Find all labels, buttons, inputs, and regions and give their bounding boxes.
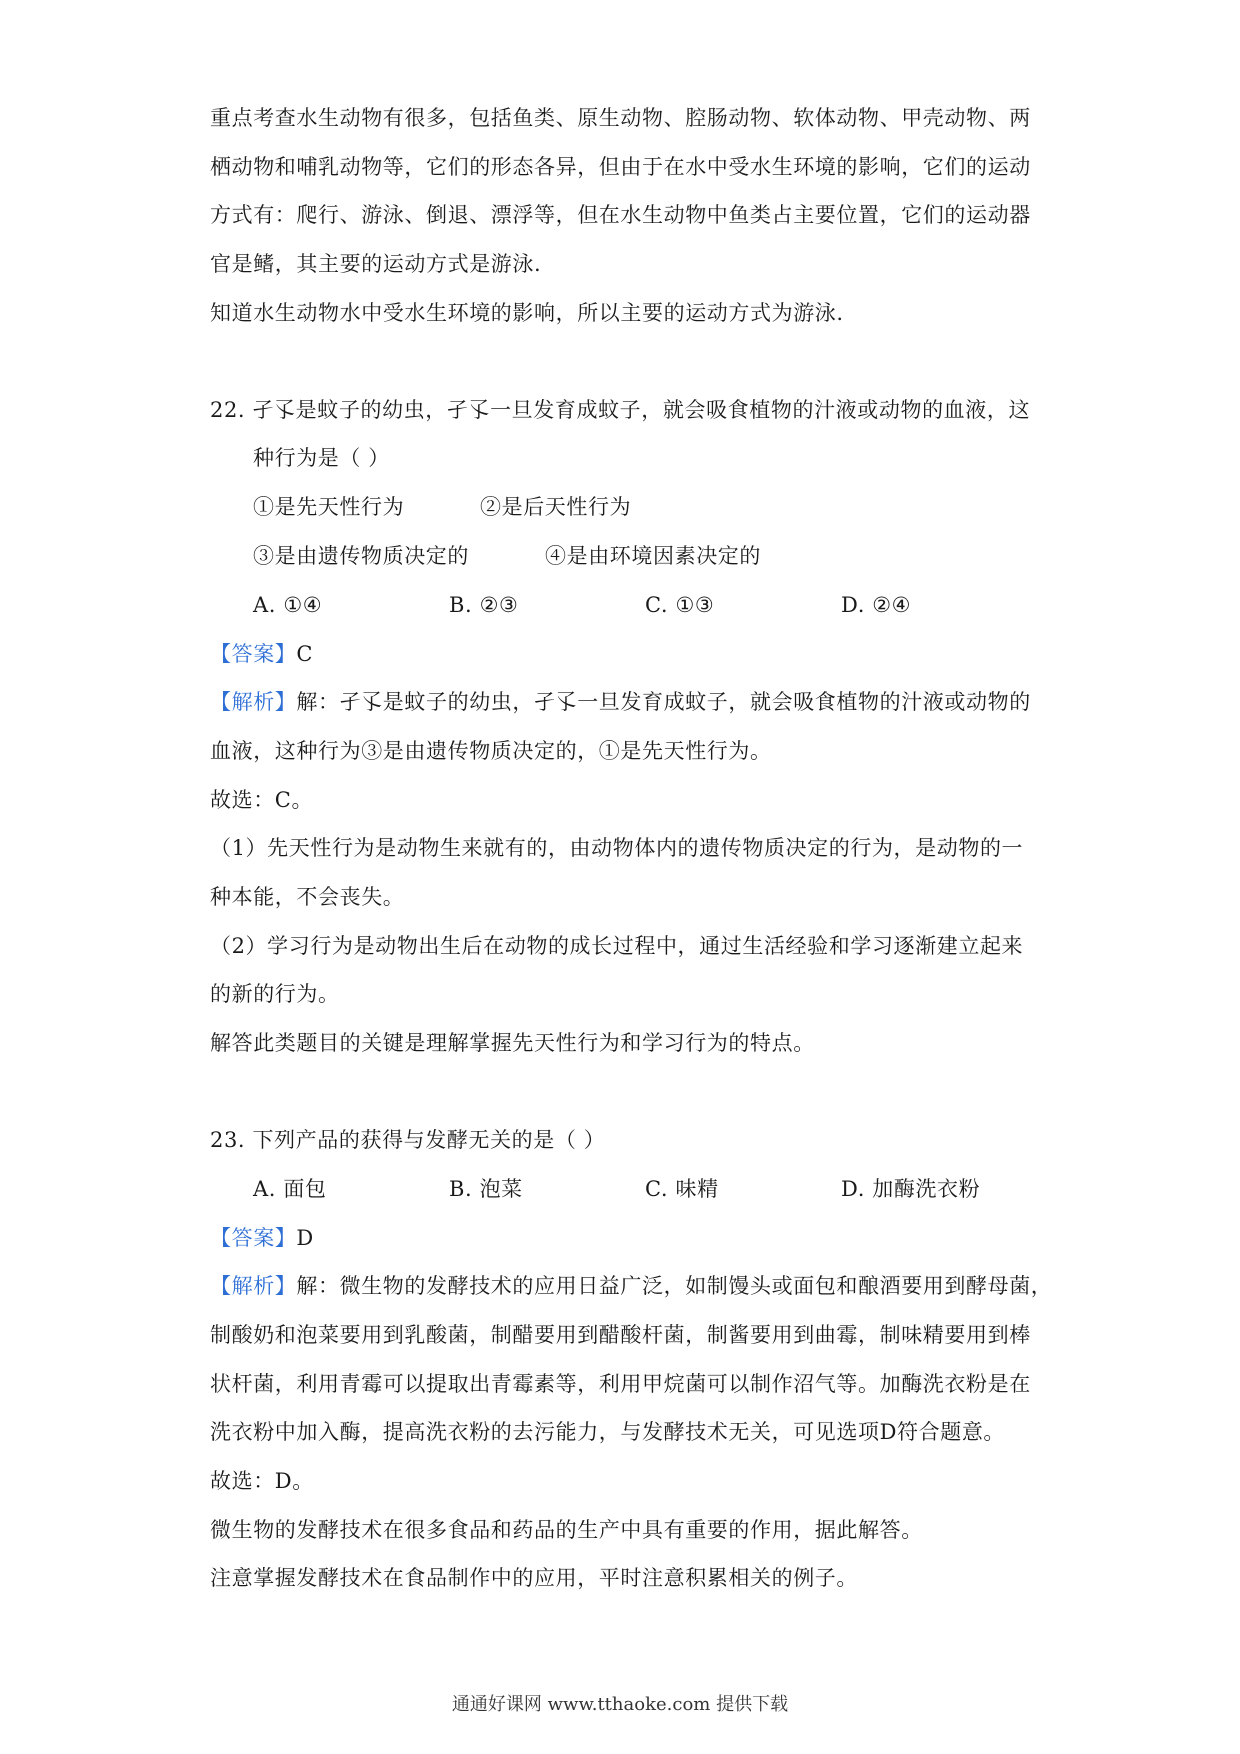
q22-answer xyxy=(210,640,313,668)
q22-point-2b: 的新的行为。 xyxy=(210,982,340,1006)
q23-stem: 23. 下列产品的获得与发酵无关的是（ ） xyxy=(210,1128,606,1152)
q22-option-b: B. ②③ xyxy=(449,593,519,617)
q22-statement-3: ③是由遗传物质决定的 xyxy=(253,544,469,568)
q23-analysis-line-4: 洗衣粉中加入酶，提高洗衣粉的去污能力，与发酵技术无关，可见选项D符合题意。 xyxy=(210,1420,1006,1444)
q22-statement-2: ②是后天性行为 xyxy=(480,495,632,519)
q23-note-1: 微生物的发酵技术在很多食品和药品的生产中具有重要的作用，据此解答。 xyxy=(210,1518,923,1542)
q22-option-c: C. ①③ xyxy=(645,593,715,617)
answer-value: D xyxy=(296,1226,314,1250)
q23-answer xyxy=(210,1224,314,1252)
q23-note-2: 注意掌握发酵技术在食品制作中的应用，平时注意积累相关的例子。 xyxy=(210,1566,858,1590)
q23-analysis-line-2: 制酸奶和泡菜要用到乳酸菌，制醋要用到醋酸杆菌，制酱要用到曲霉，制味精要用到棒 xyxy=(210,1323,1031,1347)
page-footer: 通通好课网 www.tthaoke.com 提供下载 xyxy=(451,1694,789,1715)
q22-key: 解答此类题目的关键是理解掌握先天性行为和学习行为的特点。 xyxy=(210,1031,815,1055)
answer-tag: 【答案】 xyxy=(210,642,297,666)
q23-option-b: B. 泡菜 xyxy=(449,1177,523,1201)
answer-value: C xyxy=(296,642,314,666)
q22-stem-line-1: 22. 孑孓是蚊子的幼虫，孑孓一旦发育成蚊子，就会吸食植物的汁液或动物的血液，这 xyxy=(210,398,1031,422)
q23-option-c: C. 味精 xyxy=(645,1177,719,1201)
q22-analysis-line-1 xyxy=(210,688,1031,716)
answer-tag: 【答案】 xyxy=(210,1226,297,1250)
intro-line-3: 方式有：爬行、游泳、倒退、漂浮等，但在水生动物中鱼类占主要位置，它们的运动器 xyxy=(210,203,1031,227)
intro-line-4: 官是鳍，其主要的运动方式是游泳. xyxy=(210,252,542,276)
q22-point-1a: （1）先天性行为是动物生来就有的，由动物体内的遗传物质决定的行为，是动物的一 xyxy=(210,836,1024,860)
q22-statement-4: ④是由环境因素决定的 xyxy=(545,544,761,568)
q23-analysis-line-3: 状杆菌，利用青霉可以提取出青霉素等，利用甲烷菌可以制作沼气等。加酶洗衣粉是在 xyxy=(210,1372,1031,1396)
analysis-tag: 【解析】 xyxy=(210,690,297,714)
analysis-tag: 【解析】 xyxy=(210,1274,297,1298)
q22-point-2a: （2）学习行为是动物出生后在动物的成长过程中，通过生活经验和学习逐渐建立起来 xyxy=(210,934,1024,958)
intro-line-1: 重点考查水生动物有很多，包括鱼类、原生动物、腔肠动物、软体动物、甲壳动物、两 xyxy=(210,106,1031,130)
intro-line-2: 栖动物和哺乳动物等，它们的形态各异，但由于在水中受水生环境的影响，它们的运动 xyxy=(210,155,1031,179)
q22-stem-line-2: 种行为是（ ） xyxy=(253,446,390,470)
q22-analysis-line-2: 血液，这种行为③是由遗传物质决定的，①是先天性行为。 xyxy=(210,739,772,763)
q23-option-a: A. 面包 xyxy=(253,1177,327,1201)
analysis-text: 解：微生物的发酵技术的应用日益广泛，如制馒头或面包和酿酒要用到酵母菌， xyxy=(296,1274,1053,1298)
q23-choice: 故选：D。 xyxy=(210,1469,314,1493)
q22-statement-1: ①是先天性行为 xyxy=(253,495,405,519)
q22-option-a: A. ①④ xyxy=(253,593,323,617)
q22-option-d: D. ②④ xyxy=(841,593,912,617)
q22-choice: 故选：C。 xyxy=(210,788,314,812)
analysis-text: 解：孑孓是蚊子的幼虫，孑孓一旦发育成蚊子，就会吸食植物的汁液或动物的 xyxy=(296,690,1031,714)
q23-analysis-line-1 xyxy=(210,1272,1052,1300)
q22-point-1b: 种本能，不会丧失。 xyxy=(210,885,405,909)
intro-line-5: 知道水生动物水中受水生环境的影响，所以主要的运动方式为游泳. xyxy=(210,301,844,325)
q23-option-d: D. 加酶洗衣粉 xyxy=(841,1177,981,1201)
